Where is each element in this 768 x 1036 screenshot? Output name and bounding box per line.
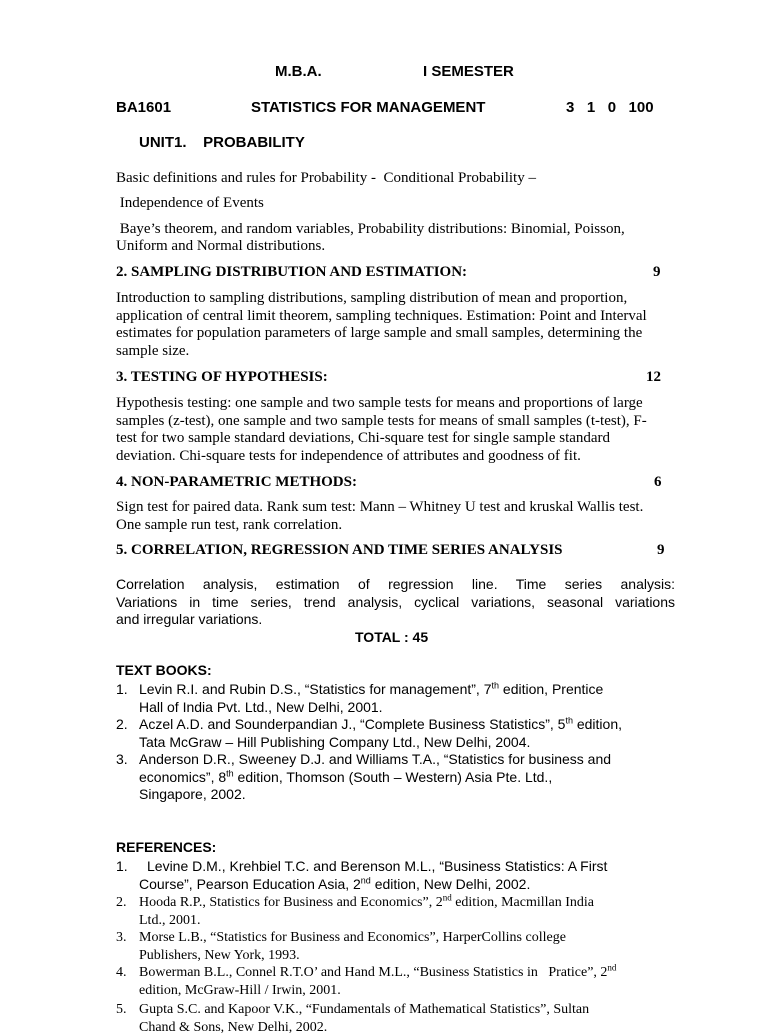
- program-label: M.B.A.: [275, 63, 322, 80]
- text-book-item: [139, 751, 611, 804]
- text-book-item: [139, 716, 622, 751]
- reference-line: edition, Macmillan India: [451, 895, 594, 910]
- reference-line: Bowerman B.L., Connel R.T.O’ and Hand M.L., “Business Statistics in Pratice”, 2: [139, 965, 608, 980]
- unit2-line: Introduction to sampling distributions, sampling distribution of mean and proportion,: [116, 290, 628, 306]
- unit5-line: Correlation analysis, estimation of regression line. Time series analysis:: [116, 576, 675, 592]
- list-number: 3.: [116, 930, 127, 945]
- reference-line: Gupta S.C. and Kapoor V.K., “Fundamentals of Mathematical Statistics”, Sultan: [139, 1002, 590, 1017]
- unit3-line: deviation. Chi-square tests for independence of attributes and goodness of fit.: [116, 447, 581, 464]
- course-credits: 3 1 0 100: [566, 99, 654, 116]
- unit1-line: Uniform and Normal distributions.: [116, 238, 326, 254]
- text-book-line: Levin R.I. and Rubin D.S., “Statistics for management”, 7: [139, 681, 492, 697]
- unit2-line: sample size.: [116, 342, 190, 359]
- unit3-line: test for two sample standard deviations, Chi-square test for single sample standard: [116, 430, 611, 446]
- unit2-hours: 9: [653, 264, 661, 280]
- unit4-body: [116, 499, 664, 534]
- reference-item: [139, 964, 616, 999]
- reference-line: Ltd., 2001.: [139, 912, 201, 928]
- unit3-body: [116, 395, 664, 465]
- unit4-line: One sample run test, rank correlation.: [116, 516, 343, 533]
- text-book-line: economics”, 8: [139, 768, 227, 785]
- unit3-hours: 12: [646, 369, 661, 385]
- reference-item: [139, 929, 566, 964]
- unit2-body: [116, 290, 664, 360]
- unit3-line: samples (z-test), one sample and two sample tests for means of small samples (t-test), F-: [116, 412, 647, 429]
- unit1-line: Independence of Events: [116, 195, 264, 211]
- list-number: 2.: [116, 895, 127, 910]
- reference-line: edition, McGraw-Hill / Irwin, 2001.: [139, 982, 341, 998]
- list-number: 4.: [116, 965, 127, 980]
- superscript: th: [226, 767, 234, 778]
- list-number: 2.: [116, 716, 128, 732]
- list-number: 1.: [116, 681, 128, 697]
- unit2-line: estimates for population parameters of large sample and small samples, determining the: [116, 325, 643, 341]
- course-code: BA1601: [116, 99, 172, 116]
- reference-line: Publishers, New York, 1993.: [139, 947, 300, 963]
- reference-item: [139, 1001, 589, 1036]
- unit1-line: Basic definitions and rules for Probability - Conditional Probability –: [116, 170, 536, 186]
- unit2-line: application of central limit theorem, sampling techniques. Estimation: Point and Interval: [116, 307, 647, 324]
- reference-item: [139, 858, 608, 893]
- reference-line: Hooda R.P., Statistics for Business and Economics”, 2: [139, 895, 443, 910]
- text-book-line: edition, Prentice: [499, 681, 604, 697]
- reference-line: edition, New Delhi, 2002.: [370, 875, 531, 892]
- unit4-line: Sign test for paired data. Rank sum test: Mann – Whitney U test and kruskal Wallis test.: [116, 499, 644, 515]
- course-title: STATISTICS FOR MANAGEMENT: [251, 99, 486, 116]
- unit5-hours: 9: [657, 542, 665, 558]
- text-book-line: edition, Thomson (South – Western) Asia Pte. Ltd.,: [233, 768, 553, 785]
- superscript: th: [565, 715, 573, 726]
- unit3-line: Hypothesis testing: one sample and two sample tests for means and proportions of large: [116, 395, 643, 411]
- unit2-heading: 2. SAMPLING DISTRIBUTION AND ESTIMATION:: [116, 264, 468, 280]
- unit4-heading: 4. NON-PARAMETRIC METHODS:: [116, 474, 357, 490]
- semester-label: I SEMESTER: [423, 63, 514, 80]
- references-heading: REFERENCES:: [116, 839, 217, 855]
- superscript: nd: [360, 874, 371, 885]
- unit5-line: and irregular variations.: [116, 611, 263, 627]
- unit5-body: [116, 576, 675, 629]
- reference-item: [139, 894, 594, 929]
- total-hours: TOTAL : 45: [355, 629, 429, 645]
- text-book-line: Tata McGraw – Hill Publishing Company Ltd., New Delhi, 2004.: [139, 733, 531, 750]
- superscript: nd: [607, 962, 617, 973]
- list-number: 3.: [116, 751, 128, 767]
- unit5-heading: 5. CORRELATION, REGRESSION AND TIME SERIES ANALYSIS: [116, 542, 563, 558]
- text-book-line: Anderson D.R., Sweeney D.J. and Williams T.A., “Statistics for business and: [139, 751, 612, 767]
- reference-line: Levine D.M., Krehbiel T.C. and Berenson M.L., “Business Statistics: A First: [147, 858, 608, 874]
- reference-line: Morse L.B., “Statistics for Business and Economics”, HarperCollins college: [139, 930, 566, 945]
- unit1-heading: UNIT1. PROBABILITY: [139, 134, 305, 151]
- text-book-line: edition,: [572, 716, 623, 732]
- reference-line: Course”, Pearson Education Asia, 2: [139, 875, 361, 892]
- list-number: 1.: [116, 858, 128, 874]
- superscript: nd: [442, 892, 452, 903]
- text-book-item: [139, 681, 603, 716]
- unit4-hours: 6: [654, 474, 662, 490]
- unit1-line: Baye’s theorem, and random variables, Probability distributions: Binomial, Poisson,: [116, 221, 625, 237]
- list-number: 5.: [116, 1002, 127, 1017]
- text-book-line: Singapore, 2002.: [139, 786, 246, 802]
- unit5-line: Variations in time series, trend analysis, cyclical variations, seasonal variations: [116, 593, 675, 610]
- superscript: th: [491, 680, 500, 691]
- reference-line: Chand & Sons, New Delhi, 2002.: [139, 1019, 328, 1035]
- text-book-line: Hall of India Pvt. Ltd., New Delhi, 2001.: [139, 698, 383, 715]
- text-book-line: Aczel A.D. and Sounderpandian J., “Complete Business Statistics”, 5: [139, 716, 566, 732]
- unit3-heading: 3. TESTING OF HYPOTHESIS:: [116, 369, 328, 385]
- text-books-heading: TEXT BOOKS:: [116, 662, 212, 678]
